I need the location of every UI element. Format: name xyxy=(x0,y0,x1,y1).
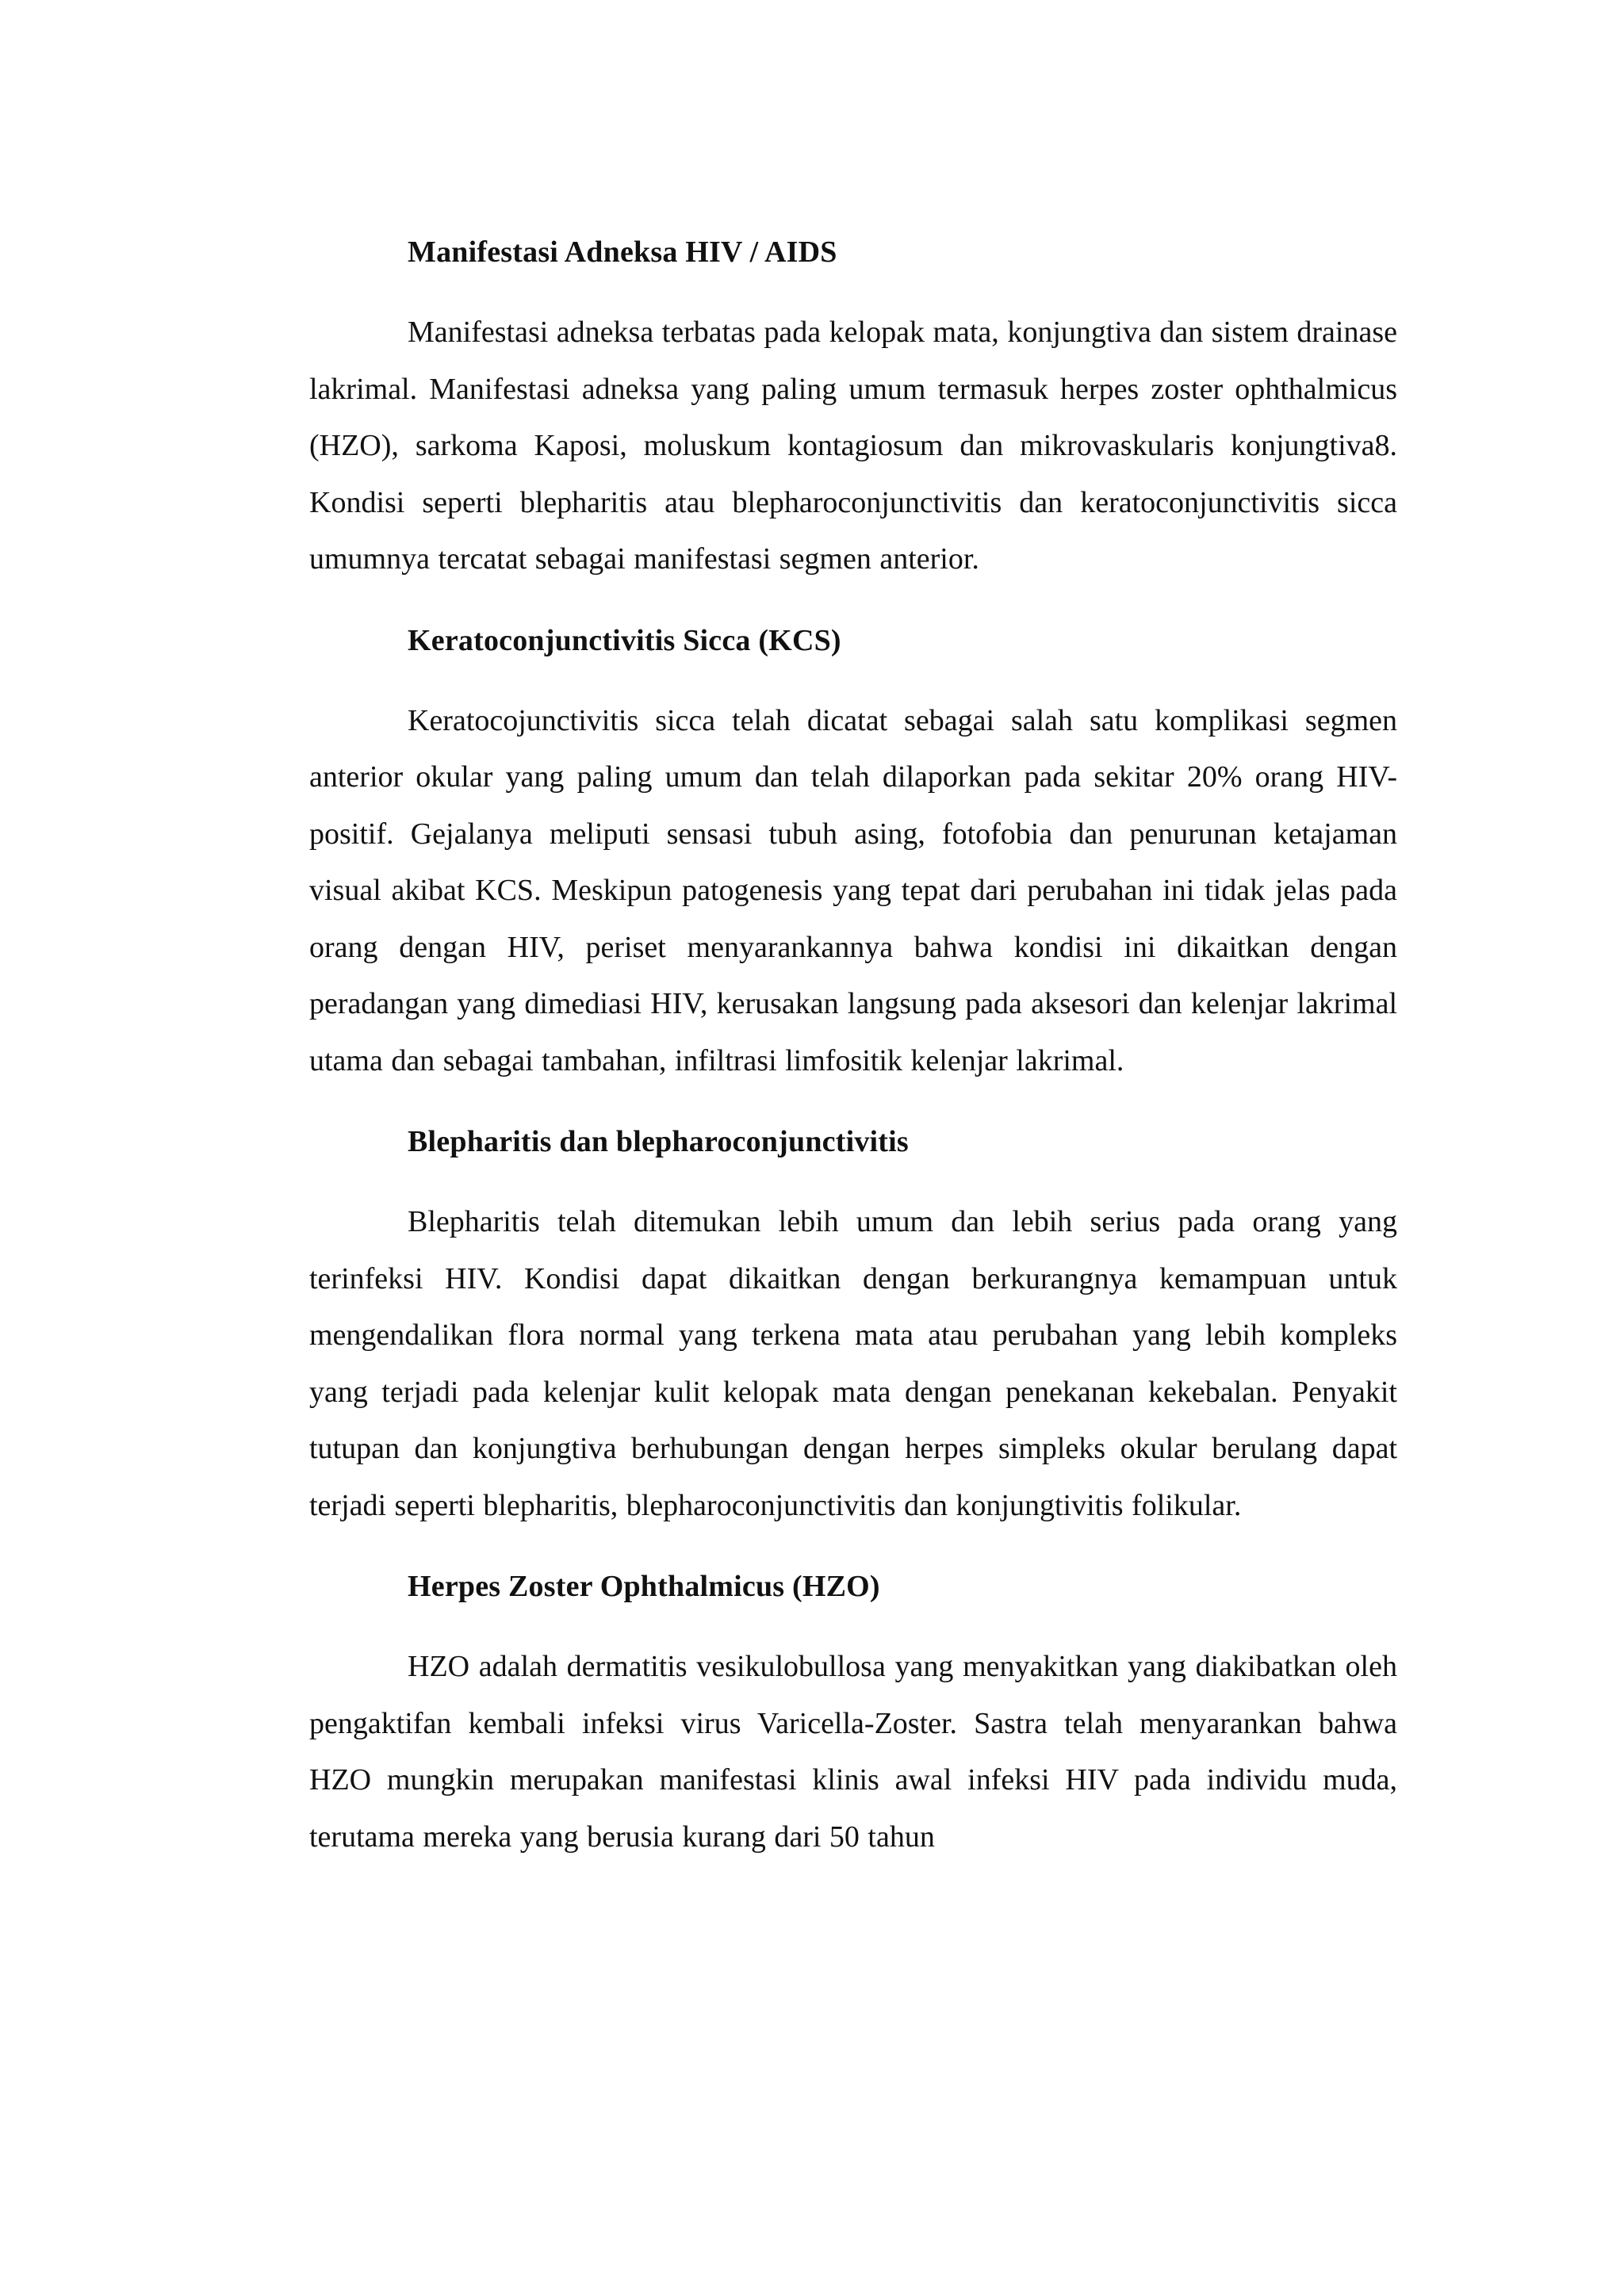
section-body-hzo: HZO adalah dermatitis vesikulobullosa yang menyakitkan yang diakibatkan oleh pengaktifan kembali infeksi virus Varicella-Zoster. Sastra telah menyarankan bahwa HZO mungkin merupakan manifestasi klinis awal infeksi HIV pada individu muda, terutama mereka yang berusia kurang dari 50 tahun xyxy=(309,1650,1397,1854)
section-body-adnexa: Manifestasi adneksa terbatas pada kelopak mata, konjungtiva dan sistem drainase lakrimal. Manifestasi adneksa yang paling umum termasuk herpes zoster ophthalmicus (HZO), sarkoma Kaposi, moluskum kontagiosum dan mikrovaskularis konjungtiva8. Kondisi seperti blepharitis atau blepharoconjunctivitis dan keratoconjunctivitis sicca umumnya tercatat sebagai manifestasi segmen anterior. xyxy=(309,316,1397,576)
section-blepharitis xyxy=(309,1113,1397,1534)
section-heading-blepharitis: Blepharitis dan blepharoconjunctivitis xyxy=(408,1125,909,1158)
section-adnexa xyxy=(309,224,1397,588)
document-page xyxy=(309,224,1397,1889)
section-heading-adnexa: Manifestasi Adneksa HIV / AIDS xyxy=(408,235,837,269)
section-kcs xyxy=(309,612,1397,1090)
section-heading-kcs: Keratoconjunctivitis Sicca (KCS) xyxy=(408,623,841,657)
section-body-kcs: Keratocojunctivitis sicca telah dicatat sebagai salah satu komplikasi segmen anterior okular yang paling umum dan telah dilaporkan pada sekitar 20% orang HIV-positif. Gejalanya meliputi sensasi tubuh asing, fotofobia dan penurunan ketajaman visual akibat KCS. Meskipun patogenesis yang tepat dari perubahan ini tidak jelas pada orang dengan HIV, periset menyarankannya bahwa kondisi ini dikaitkan dengan peradangan yang dimediasi HIV, kerusakan langsung pada aksesori dan kelenjar lakrimal utama dan sebagai tambahan, infiltrasi limfositik kelenjar lakrimal. xyxy=(309,703,1397,1077)
section-heading-hzo: Herpes Zoster Ophthalmicus (HZO) xyxy=(408,1570,880,1603)
section-body-blepharitis: Blepharitis telah ditemukan lebih umum dan lebih serius pada orang yang terinfeksi HIV. Kondisi dapat dikaitkan dengan berkurangnya kemampuan untuk mengendalikan flora normal yang terkena mata atau perubahan yang lebih kompleks yang terjadi pada kelenjar kulit kelopak mata dengan penekanan kekebalan. Penyakit tutupan dan konjungtiva berhubungan dengan herpes simpleks okular berulang dapat terjadi seperti blepharitis, blepharoconjunctivitis dan konjungtivitis folikular. xyxy=(309,1205,1397,1522)
section-hzo xyxy=(309,1558,1397,1866)
